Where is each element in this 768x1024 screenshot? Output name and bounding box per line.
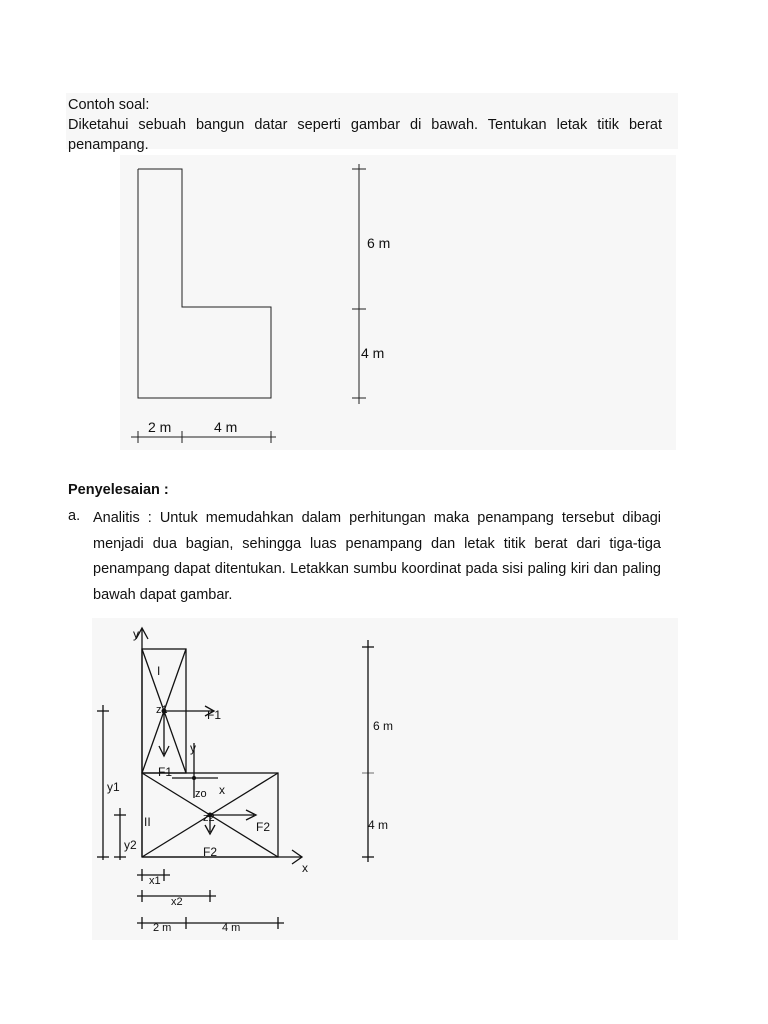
part-i-label: I <box>157 664 161 678</box>
x2-label: x2 <box>171 896 183 908</box>
f1-arrow-label: F1 <box>207 708 222 722</box>
x1-label: x1 <box>149 875 161 887</box>
f1-area-label: F1 <box>158 765 173 779</box>
f2-area-label: F2 <box>203 845 218 859</box>
analytic-explanation: Analitis : Untuk memudahkan dalam perhitungan maka penampang tersebut dibagi menjadi dua bagian, sehingga luas penampang dan letak titik berat dari tiga-tiga penampang dapat ditentukan. Letakkan sumbu koordinat pada sisi paling kiri dan paling bawah dapat gambar. <box>93 510 661 603</box>
f2-arrow-label: F2 <box>256 820 271 834</box>
bottom-dim-2m-label: 2 m <box>153 922 172 934</box>
problem-statement: Diketahui sebuah bangun datar seperti gambar di bawah. Tentukan letak titik berat penampang. <box>68 117 662 153</box>
right-dim-4m-label: 4 m <box>368 818 389 832</box>
local-y-label: y <box>190 741 196 755</box>
right-dim-6m-label: 6 m <box>373 719 394 733</box>
dim-label-4m: 4 m <box>361 345 385 361</box>
example-title: Contoh soal: <box>68 97 150 113</box>
list-marker-a: a. <box>68 508 81 524</box>
bottom-dim-4m-label: 4 m <box>222 922 241 934</box>
local-x-label: x <box>219 783 225 797</box>
y-axis-label: y <box>133 627 139 641</box>
dim-label-4m-horizontal: 4 m <box>214 419 238 435</box>
dim-label-6m: 6 m <box>367 235 391 251</box>
solution-heading: Penyelesaian : <box>68 482 169 498</box>
x-axis-label: x <box>302 861 308 875</box>
zo-label: zo <box>195 788 207 800</box>
dim-label-2m: 2 m <box>148 419 172 435</box>
z2-label: z2 <box>203 812 215 824</box>
centroid-zo-point <box>192 776 196 780</box>
y2-label: y2 <box>124 838 137 852</box>
z1-label: z1 <box>156 704 168 716</box>
y1-label: y1 <box>107 780 120 794</box>
part-ii-label: II <box>144 815 151 829</box>
